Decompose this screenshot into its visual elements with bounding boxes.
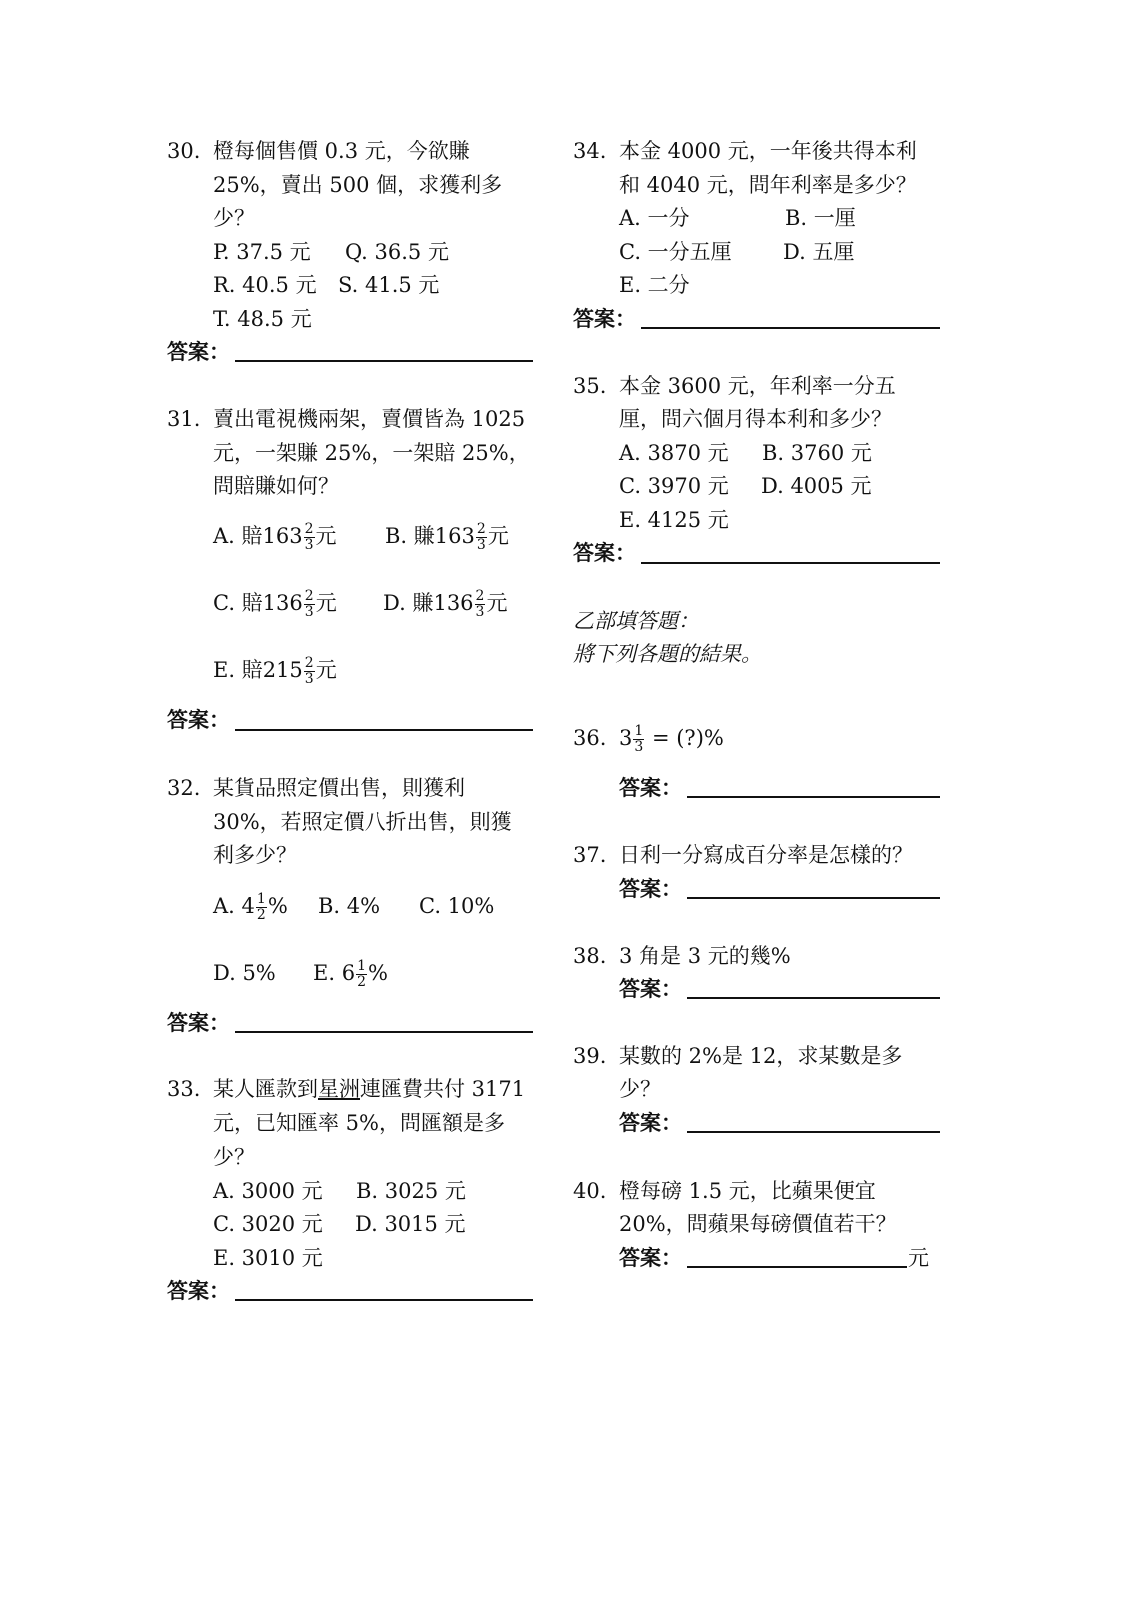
q34-line-1: 本金 4000 元，一年後共得本利 [619, 139, 917, 163]
q30-option-q: Q. 36.5 元 [345, 240, 449, 264]
q34-line-2: 和 4040 元，問年利率是多少？ [619, 173, 917, 197]
q39-line-1: 某數的 2%是 12，求某數是多 [619, 1044, 903, 1068]
q37-text: 日利一分寫成百分率是怎樣的？ [619, 843, 913, 867]
q32-option-d: D. 5% [213, 961, 276, 985]
q31-number: 31. [167, 407, 201, 431]
q37-answer-label: 答案： [619, 877, 682, 901]
q31-option-a: A. 賠163 $\frac{2}{3}$ 元 [213, 521, 337, 553]
q33-option-e: E. 3010 元 [213, 1246, 323, 1270]
q31-option-d: D. 賺136 $\frac{2}{3}$ 元 [383, 588, 508, 620]
q40-answer-line[interactable] [687, 1266, 907, 1268]
q33-line-3: 少？ [213, 1145, 255, 1169]
q39-line-2: 少？ [619, 1077, 661, 1101]
q30-line-2: 25%，賣出 500 個，求獲利多 [213, 173, 503, 197]
q31-answer-line[interactable] [235, 729, 533, 731]
q39-number: 39. [573, 1044, 607, 1068]
q35-option-e: E. 4125 元 [619, 508, 729, 532]
q40-answer-label: 答案： [619, 1246, 682, 1270]
q35-answer-line[interactable] [641, 562, 940, 564]
q31-option-e: E. 賠215 $\frac{2}{3}$ 元 [213, 655, 337, 687]
fraction: $\frac{2}{3}$ [304, 588, 314, 620]
q31-line-3: 問賠賺如何？ [213, 474, 339, 498]
q34-option-e: E. 二分 [619, 273, 690, 297]
fraction: $\frac{1}{3}$ [634, 723, 644, 755]
q33-answer-line[interactable] [235, 1299, 533, 1301]
q36-answer-label: 答案： [619, 776, 682, 800]
q40-line-2: 20%，問蘋果每磅價值若干？ [619, 1212, 897, 1236]
q32-option-c: C. 10% [419, 894, 495, 918]
section-b-subtitle: 將下列各題的結果。 [573, 642, 762, 666]
q30-option-r: R. 40.5 元 [213, 273, 317, 297]
q36-expression: 3 $\frac{1}{3}$ = (?)% [619, 723, 724, 755]
q30-line-3: 少？ [213, 206, 255, 230]
q34-option-d: D. 五厘 [783, 240, 855, 264]
q30-option-t: T. 48.5 元 [213, 307, 312, 331]
q30-option-s: S. 41.5 元 [338, 273, 440, 297]
q40-number: 40. [573, 1179, 607, 1203]
q32-number: 32. [167, 776, 201, 800]
q31-option-b: B. 賺163 $\frac{2}{3}$ 元 [385, 521, 509, 553]
q36-answer-line[interactable] [687, 796, 940, 798]
q35-answer-label: 答案： [573, 541, 636, 565]
q40-line-1: 橙每磅 1.5 元，比蘋果便宜 [619, 1179, 876, 1203]
q31-answer-label: 答案： [167, 708, 230, 732]
q35-number: 35. [573, 374, 607, 398]
fraction: $\frac{2}{3}$ [304, 655, 314, 687]
q35-line-1: 本金 3600 元，年利率一分五 [619, 374, 896, 398]
q31-line-1: 賣出電視機兩架，賣價皆為 1025 [213, 407, 526, 431]
q34-answer-line[interactable] [641, 327, 940, 329]
q38-answer-label: 答案： [619, 977, 682, 1001]
fraction: $\frac{1}{2}$ [357, 958, 366, 990]
q33-line-2: 元，已知匯率 5%，問匯額是多 [213, 1111, 505, 1135]
q32-answer-label: 答案： [167, 1011, 230, 1035]
q37-number: 37. [573, 843, 607, 867]
q38-text: 3 角是 3 元的幾% [619, 944, 791, 968]
q39-answer-line[interactable] [687, 1131, 940, 1133]
q40-unit: 元 [908, 1246, 929, 1270]
q35-line-2: 厘，問六個月得本利和多少？ [619, 407, 892, 431]
q33-number: 33. [167, 1077, 201, 1101]
q31-option-c: C. 賠136 $\frac{2}{3}$ 元 [213, 588, 337, 620]
q32-answer-line[interactable] [235, 1031, 533, 1033]
q30-answer-label: 答案： [167, 340, 230, 364]
q30-line-1: 橙每個售價 0.3 元，今欲賺 [213, 139, 470, 163]
q34-option-b: B. 一厘 [785, 206, 856, 230]
fraction: $\frac{2}{3}$ [476, 521, 486, 553]
q32-option-e: E. 6 $\frac{1}{2}$ % [313, 958, 388, 990]
q35-option-d: D. 4005 元 [761, 474, 872, 498]
q33-option-a: A. 3000 元 [213, 1179, 323, 1203]
q37-answer-line[interactable] [687, 897, 940, 899]
q32-line-3: 利多少？ [213, 843, 297, 867]
q30-number: 30. [167, 139, 201, 163]
q34-option-a: A. 一分 [619, 206, 690, 230]
q33-answer-label: 答案： [167, 1279, 230, 1303]
fraction: $\frac{2}{3}$ [475, 588, 485, 620]
q38-answer-line[interactable] [687, 997, 940, 999]
q39-answer-label: 答案： [619, 1111, 682, 1135]
q34-option-c: C. 一分五厘 [619, 240, 732, 264]
q30-option-p: P. 37.5 元 [213, 240, 311, 264]
q32-line-1: 某貨品照定價出售，則獲利 [213, 776, 465, 800]
q33-line-1: 某人匯款到星洲連匯費共付 3171 [213, 1077, 526, 1101]
q35-option-b: B. 3760 元 [762, 441, 872, 465]
fraction: $\frac{1}{2}$ [256, 891, 266, 923]
q33-option-d: D. 3015 元 [355, 1212, 466, 1236]
q33-option-c: C. 3020 元 [213, 1212, 323, 1236]
q31-line-2: 元，一架賺 25%，一架賠 25%， [213, 441, 530, 465]
q32-option-a: A. 4 $\frac{1}{2}$ % [213, 891, 288, 923]
q38-number: 38. [573, 944, 607, 968]
q35-option-c: C. 3970 元 [619, 474, 729, 498]
q30-answer-line[interactable] [235, 360, 533, 362]
q35-option-a: A. 3870 元 [619, 441, 729, 465]
q34-number: 34. [573, 139, 607, 163]
q32-line-2: 30%，若照定價八折出售，則獲 [213, 810, 512, 834]
q33-option-b: B. 3025 元 [356, 1179, 466, 1203]
q34-answer-label: 答案： [573, 307, 636, 331]
q36-number: 36. [573, 726, 607, 750]
fraction: $\frac{2}{3}$ [304, 521, 314, 553]
section-b-title: 乙部填答題： [573, 609, 699, 633]
q32-option-b: B. 4% [318, 894, 381, 918]
